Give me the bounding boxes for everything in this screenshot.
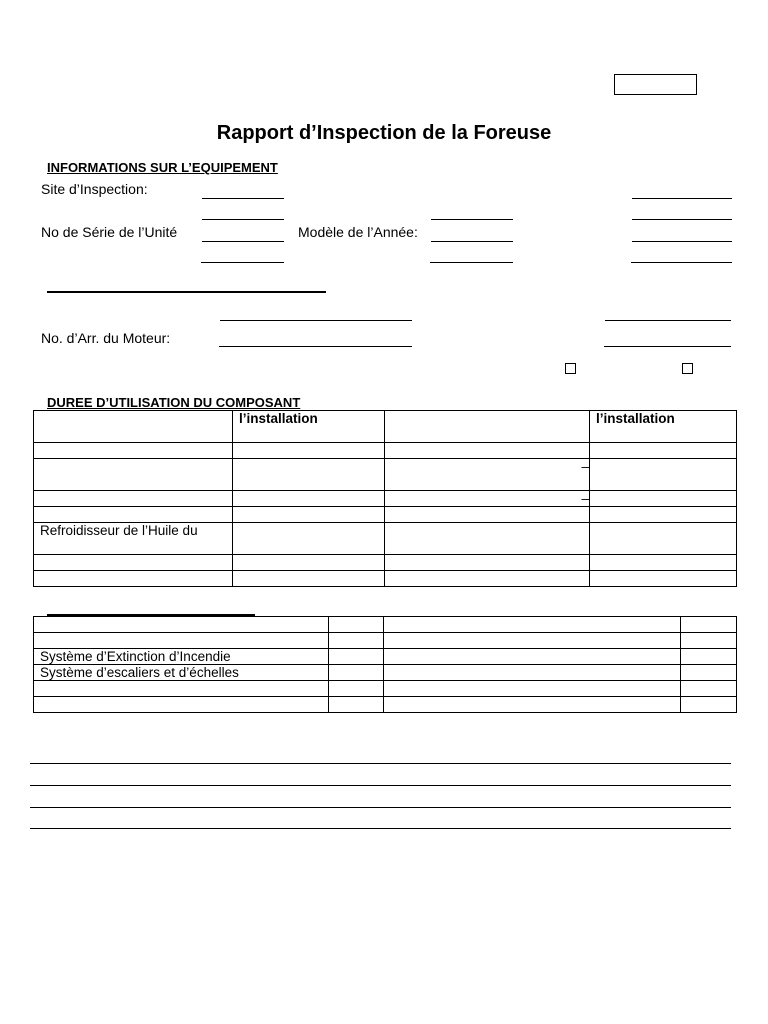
table-row — [34, 507, 737, 523]
table-row — [34, 697, 737, 713]
field-line-engine-top[interactable] — [220, 320, 412, 321]
table-cell[interactable] — [233, 459, 385, 491]
installation-header-2: l’installation — [590, 411, 737, 443]
table-cell[interactable] — [590, 555, 737, 571]
table-cell[interactable] — [34, 555, 233, 571]
field-line-b1[interactable] — [431, 219, 513, 220]
field-line-right-top[interactable] — [605, 320, 731, 321]
site-label: Site d’Inspection: — [41, 181, 148, 197]
table-cell[interactable] — [590, 571, 737, 587]
comment-line-2[interactable] — [30, 785, 731, 786]
table-cell[interactable] — [233, 523, 385, 555]
table-row — [34, 665, 737, 681]
table-cell[interactable] — [384, 633, 681, 649]
table-cell[interactable] — [385, 411, 590, 443]
table-row — [34, 443, 737, 459]
table-cell[interactable] — [385, 443, 590, 459]
table-cell[interactable] — [590, 507, 737, 523]
table-cell[interactable] — [329, 649, 384, 665]
model-year-field-line[interactable] — [431, 241, 513, 242]
field-line-b3[interactable] — [430, 262, 513, 263]
table-cell[interactable] — [385, 571, 590, 587]
table-cell[interactable] — [681, 681, 737, 697]
comment-line-1[interactable] — [30, 763, 731, 764]
page-title: Rapport d’Inspection de la Foreuse — [216, 122, 552, 144]
engine-number-label: No. d’Arr. du Moteur: — [41, 330, 171, 346]
serial-field-line[interactable] — [202, 241, 284, 242]
table-cell[interactable] — [384, 681, 681, 697]
table-row — [34, 571, 737, 587]
table-cell[interactable] — [34, 617, 329, 633]
document-number-box[interactable] — [614, 74, 697, 95]
field-line-right-bottom[interactable] — [604, 346, 731, 347]
equipment-section-heading: INFORMATIONS SUR L’EQUIPEMENT — [47, 160, 278, 175]
table-cell[interactable] — [233, 507, 385, 523]
dash-mark: – — [385, 459, 590, 491]
table-cell[interactable] — [233, 555, 385, 571]
field-line-c1[interactable] — [632, 198, 732, 199]
table-cell[interactable] — [34, 507, 233, 523]
section-divider-line — [47, 291, 326, 293]
table-cell[interactable] — [329, 633, 384, 649]
table-cell[interactable] — [34, 411, 233, 443]
table-cell[interactable] — [385, 555, 590, 571]
table-row — [34, 459, 737, 491]
oil-cooler-label: Refroidisseur de l’Huile du — [34, 523, 233, 555]
table-cell[interactable] — [385, 507, 590, 523]
table-cell[interactable] — [34, 633, 329, 649]
checkbox-left[interactable] — [565, 363, 576, 374]
table-cell[interactable] — [233, 491, 385, 507]
table-row — [34, 523, 737, 555]
table-cell[interactable] — [329, 665, 384, 681]
table-cell[interactable] — [34, 681, 329, 697]
table-row — [34, 491, 737, 507]
table-cell[interactable] — [681, 617, 737, 633]
serial-number-label: No de Série de l’Unité — [41, 224, 178, 240]
checkbox-right[interactable] — [682, 363, 693, 374]
table-row — [34, 649, 737, 665]
table-row — [34, 681, 737, 697]
table-cell[interactable] — [681, 649, 737, 665]
table-cell[interactable] — [681, 697, 737, 713]
table-cell[interactable] — [681, 665, 737, 681]
table-cell[interactable] — [385, 523, 590, 555]
table-cell[interactable] — [384, 697, 681, 713]
comment-line-3[interactable] — [30, 807, 731, 808]
table-cell[interactable] — [329, 681, 384, 697]
table-cell[interactable] — [329, 617, 384, 633]
component-usage-table — [33, 410, 737, 587]
table-cell[interactable] — [34, 459, 233, 491]
table-row — [34, 555, 737, 571]
component-section-heading: DUREE D’UTILISATION DU COMPOSANT — [47, 395, 301, 410]
comment-line-4[interactable] — [30, 828, 731, 829]
stairs-ladders-label: Système d’escaliers et d’échelles — [34, 665, 329, 681]
table-cell[interactable] — [590, 491, 737, 507]
table-cell[interactable] — [681, 633, 737, 649]
table-cell[interactable] — [329, 697, 384, 713]
table-row — [34, 411, 737, 443]
model-year-label: Modèle de l’Année: — [298, 224, 418, 240]
field-line-c4[interactable] — [631, 262, 732, 263]
fire-suppression-label: Système d’Extinction d’Incendie — [34, 649, 329, 665]
table-cell[interactable] — [233, 571, 385, 587]
dash-mark: – — [385, 491, 590, 507]
table-cell[interactable] — [233, 443, 385, 459]
table-cell[interactable] — [34, 491, 233, 507]
engine-number-field-line[interactable] — [219, 346, 412, 347]
table-row — [34, 633, 737, 649]
table-cell[interactable] — [590, 443, 737, 459]
table-cell[interactable] — [34, 697, 329, 713]
table-cell[interactable] — [590, 523, 737, 555]
table-cell[interactable] — [384, 649, 681, 665]
installation-header-1: l’installation — [233, 411, 385, 443]
field-line-c2[interactable] — [632, 219, 732, 220]
table-cell[interactable] — [384, 665, 681, 681]
site-field-line[interactable] — [202, 198, 284, 199]
table-row — [34, 617, 737, 633]
table-cell[interactable] — [384, 617, 681, 633]
table-cell[interactable] — [590, 459, 737, 491]
field-line-a4[interactable] — [201, 262, 284, 263]
field-line-a2[interactable] — [202, 219, 284, 220]
systems-table — [33, 616, 737, 713]
table-cell[interactable] — [34, 443, 233, 459]
table-cell[interactable] — [34, 571, 233, 587]
field-line-c3[interactable] — [632, 241, 732, 242]
